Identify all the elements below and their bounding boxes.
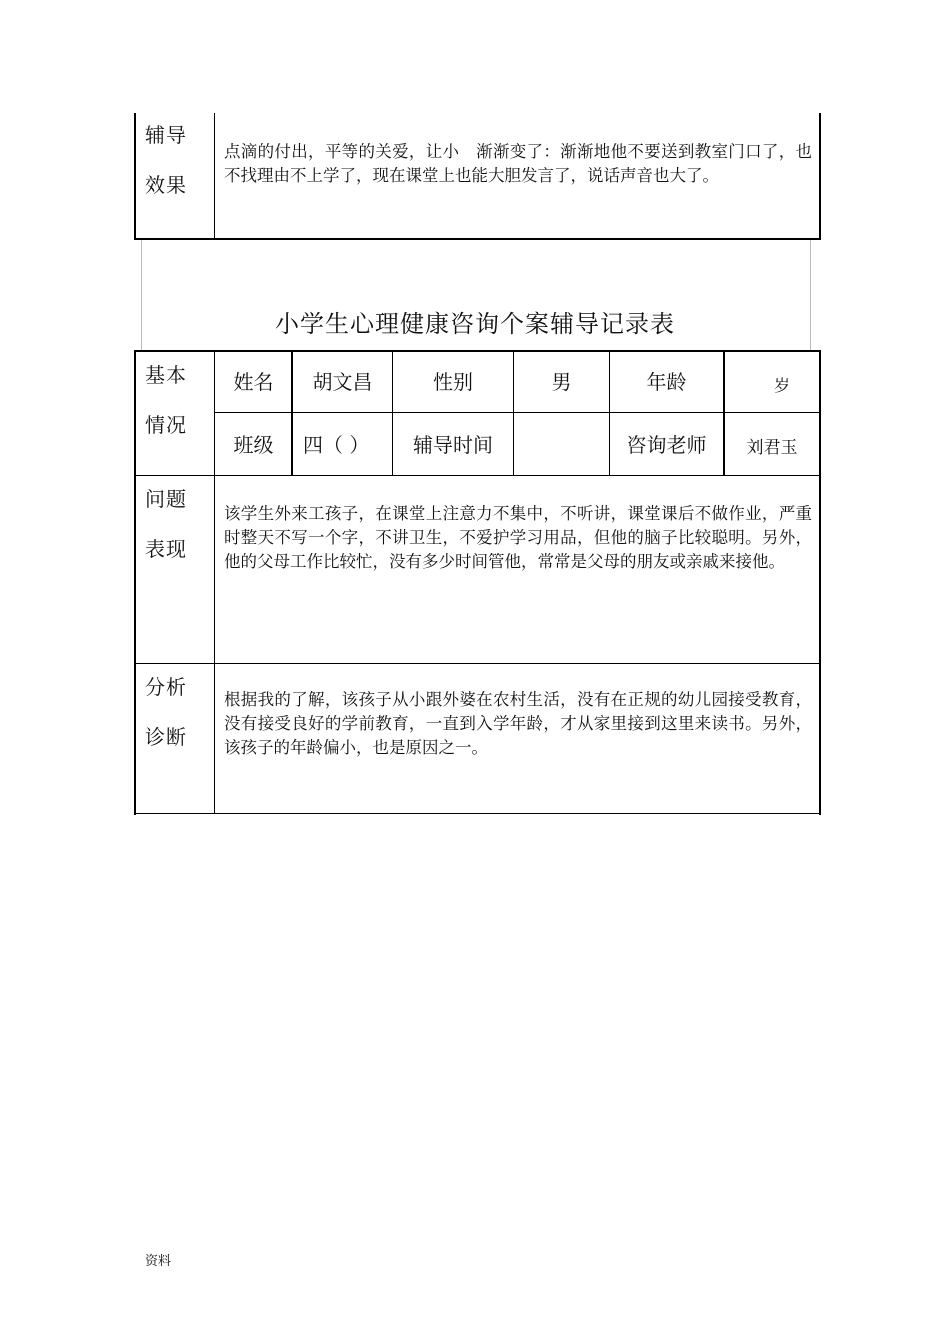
age-label: 年龄: [646, 369, 687, 394]
section-label-basic: 基本 情况: [145, 363, 187, 437]
table-border: [134, 238, 821, 240]
teacher-value: 刘君玉: [746, 437, 798, 458]
name-label: 姓名: [233, 369, 274, 394]
gender-value: 男: [551, 369, 572, 394]
problem-content: 该学生外来工孩子，在课堂上注意力不集中，不听讲，课堂课后不做作业，严重时整天不写一个字，不讲卫生，不爱护学习用品，但他的脑子比较聪明。另外，他的父母工作比较忙，没有多少时间管他，常常是父母的朋友或亲戚来接他。: [224, 504, 812, 571]
table-border: [134, 813, 821, 814]
table-border: [819, 350, 821, 815]
section-label-analysis: 分析 诊断: [145, 675, 187, 749]
effect-content: 点滴的付出，平等的关爱，让小 渐渐变了：渐渐地他不要送到教室门口了，也不找理由不上学了，现在课堂上也能大胆发言了，说话声音也大了。: [224, 142, 812, 185]
section-label-effect: 辅导 效果: [145, 123, 187, 197]
table-border: [134, 113, 136, 240]
table-border: [214, 113, 215, 240]
table-border: [214, 350, 215, 814]
class-label: 班级: [233, 432, 274, 457]
table-border: [819, 113, 821, 240]
table-border: [134, 350, 136, 815]
table-border: [134, 475, 820, 476]
counseling-time-value: [514, 413, 609, 473]
analysis-content: 根据我的了解，该孩子从小跟外婆在农村生活，没有在正规的幼儿园接受教育，没有接受良好的学前教育，一直到入学年龄，才从家里接到这里来读书。另外，该孩子的年龄偏小，也是原因之一。: [224, 690, 812, 757]
section-label-problem: 问题 表现: [145, 487, 187, 561]
age-value: 岁: [773, 375, 790, 395]
teacher-label: 咨询老师: [626, 432, 707, 457]
name-value: 胡文昌: [312, 369, 373, 394]
form-title: 小学生心理健康咨询个案辅导记录表: [275, 310, 675, 338]
gender-label: 性别: [433, 369, 473, 394]
table-border: [134, 663, 820, 664]
counseling-time-label: 辅导时间: [413, 432, 493, 457]
page-footer: 资料: [145, 1254, 172, 1269]
class-value: 四（ ）: [303, 432, 370, 457]
